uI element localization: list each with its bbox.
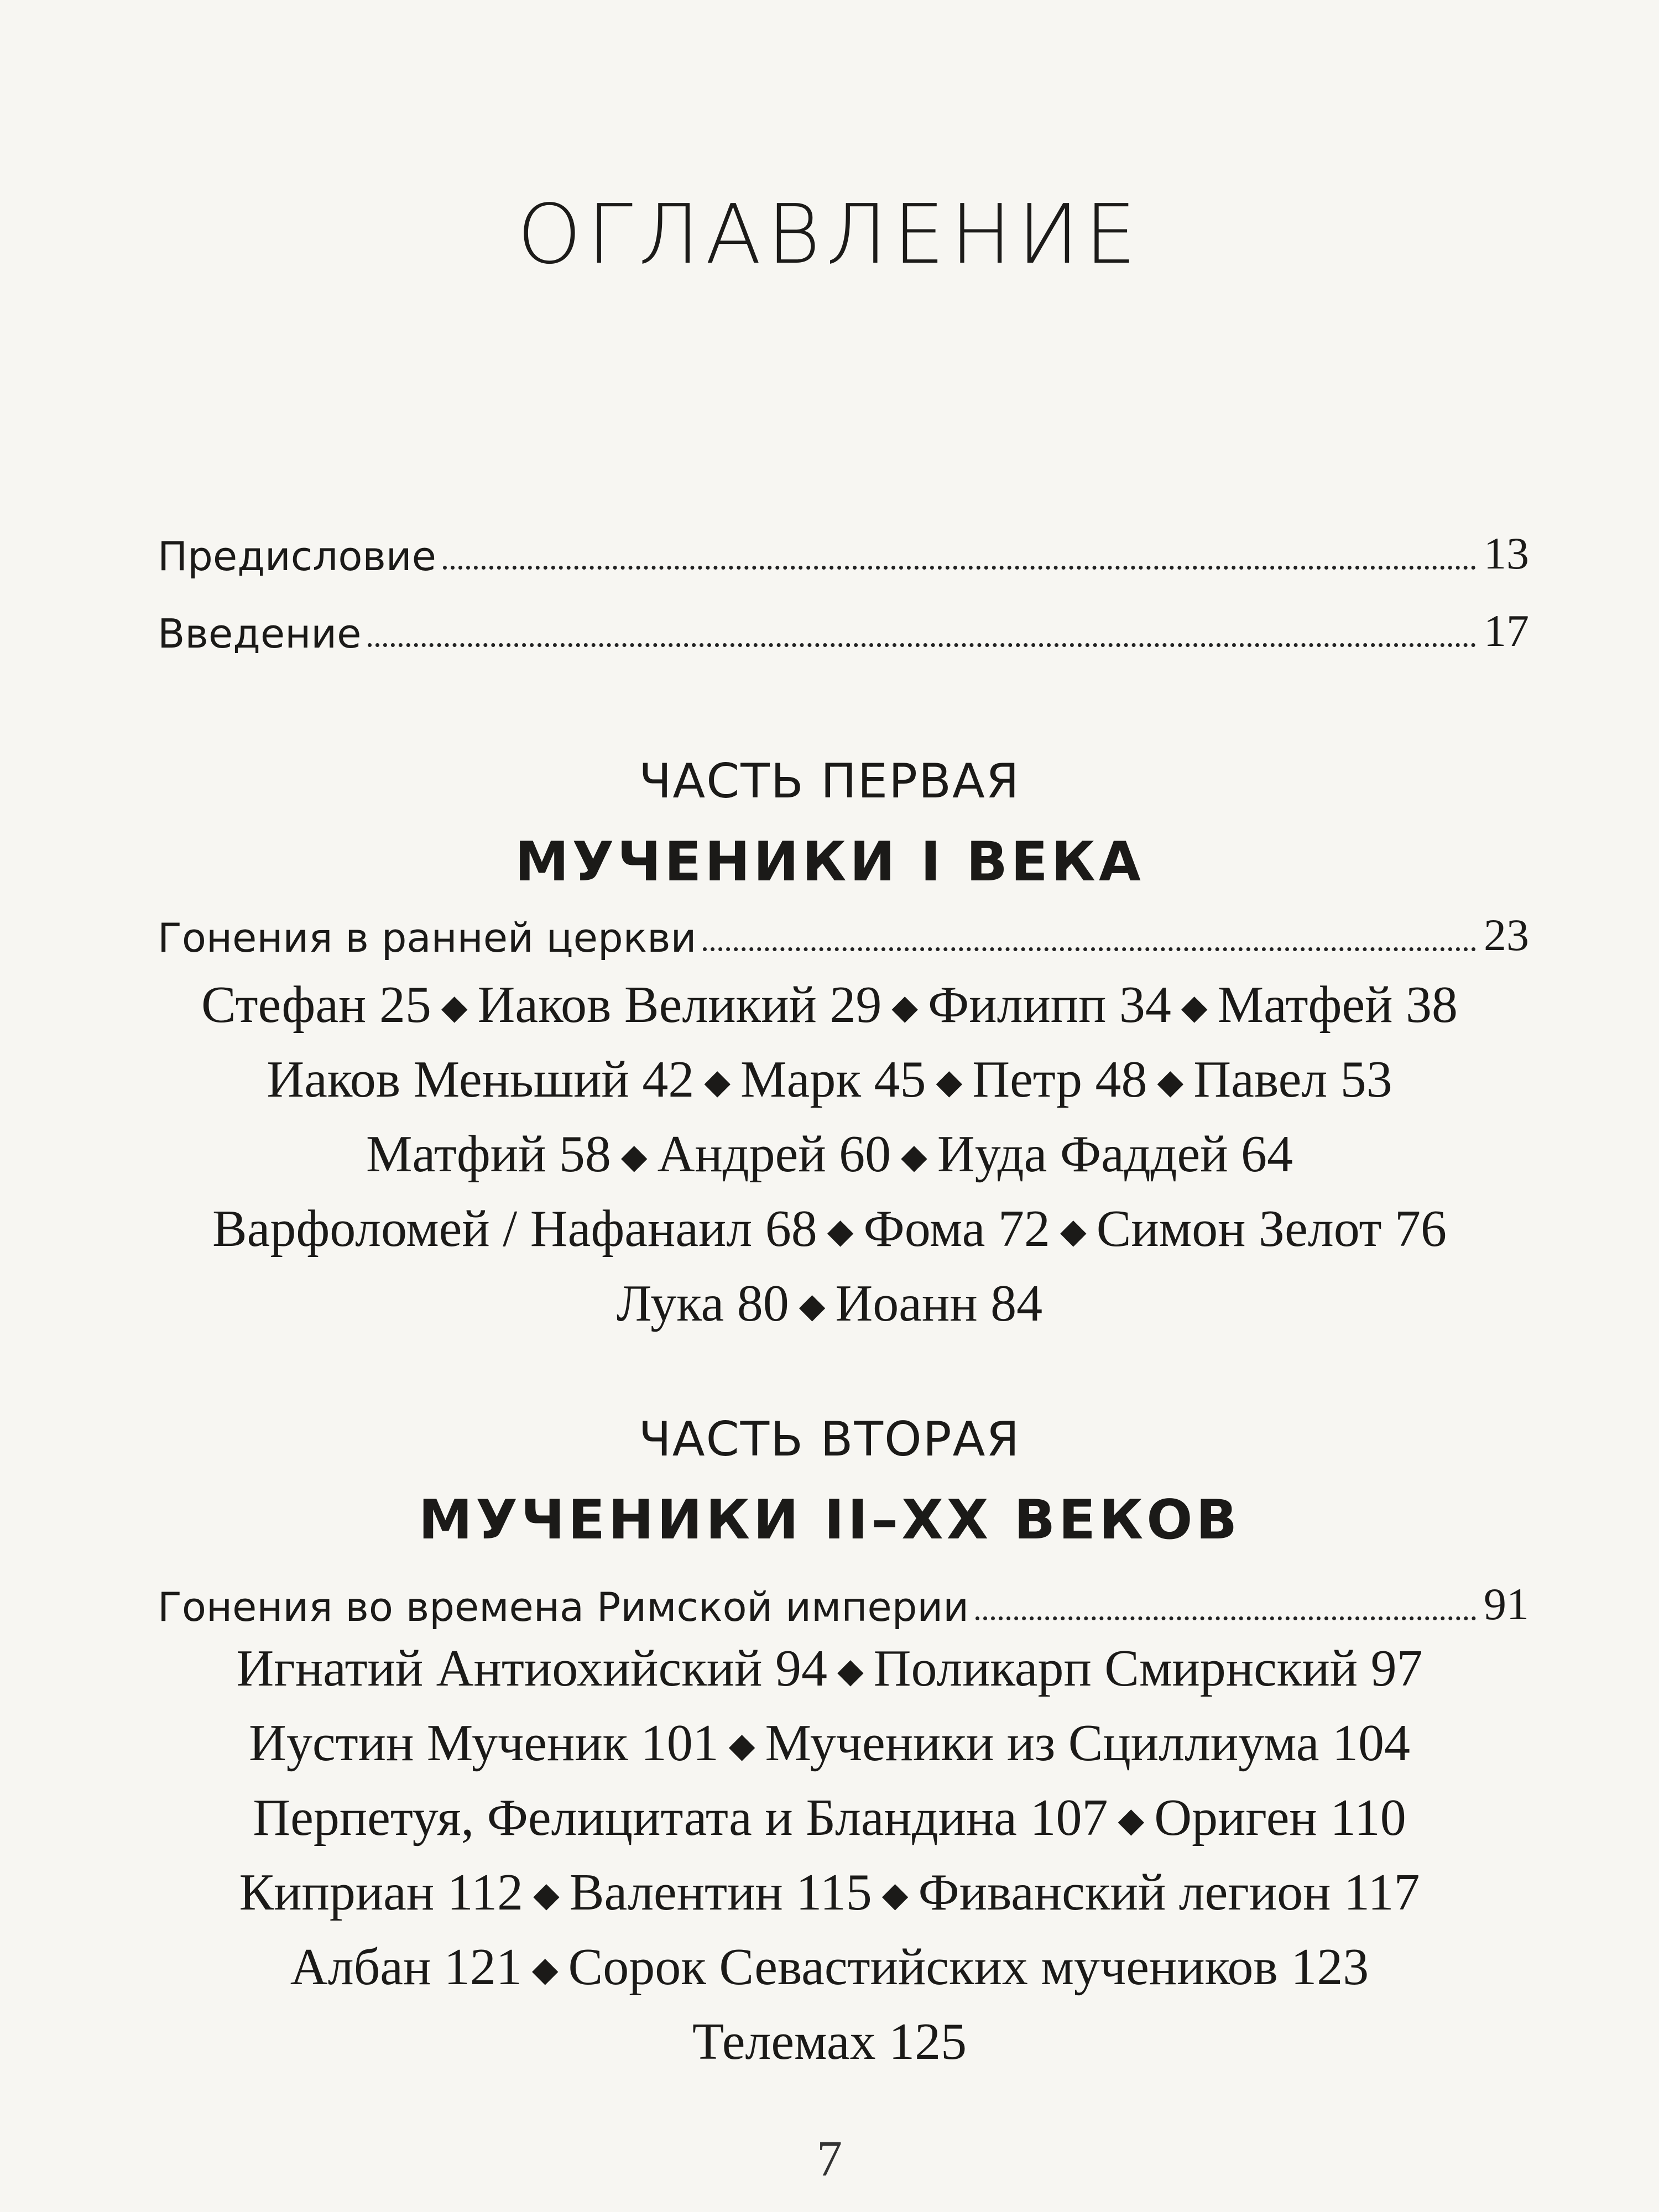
diamond-separator-icon: ◆ — [901, 1138, 927, 1176]
toc-martyr-entry[interactable]: Иаков Великий 29 — [477, 976, 882, 1034]
toc-names-line — [0, 1714, 1659, 1772]
toc-martyr-entry[interactable]: Албан 121 — [290, 1938, 522, 1996]
diamond-separator-icon: ◆ — [881, 1876, 909, 1914]
diamond-separator-icon: ◆ — [728, 1727, 755, 1765]
page-number: 7 — [817, 2130, 842, 2187]
toc-names-line — [0, 1640, 1659, 1697]
toc-names-line — [0, 1200, 1659, 1258]
toc-martyr-entry[interactable]: Иустин Мученик 101 — [248, 1714, 719, 1772]
part-two-title: МУЧЕНИКИ II–XX ВЕКОВ — [418, 1489, 1241, 1552]
toc-martyr-entry[interactable]: Андрей 60 — [657, 1125, 891, 1183]
toc-names-line — [0, 1864, 1659, 1921]
toc-martyr-entry[interactable]: Перпетуя, Фелицитата и Бландина 107 — [253, 1789, 1108, 1846]
toc-names-line — [0, 1938, 1659, 1996]
part-one-title: МУЧЕНИКИ I ВЕКА — [515, 831, 1144, 894]
toc-section-label: Гонения во времена Римской империи — [158, 1584, 969, 1630]
dot-leader — [975, 1616, 1476, 1620]
part-one-label: ЧАСТЬ ПЕРВАЯ — [639, 754, 1020, 809]
toc-martyr-entry[interactable]: Фиванский легион 117 — [918, 1864, 1420, 1921]
toc-martyr-entry[interactable]: Киприан 112 — [239, 1864, 524, 1921]
dot-leader — [703, 947, 1476, 951]
part-two-label: ЧАСТЬ ВТОРАЯ — [638, 1412, 1021, 1467]
diamond-separator-icon: ◆ — [1181, 989, 1208, 1026]
toc-martyr-entry[interactable]: Телемах 125 — [692, 2013, 967, 2070]
toc-martyr-entry[interactable]: Филипп 34 — [928, 976, 1171, 1034]
toc-martyr-entry[interactable]: Сорок Севастийских мучеников 123 — [568, 1938, 1369, 1996]
toc-martyr-entry[interactable]: Матфей 38 — [1217, 976, 1458, 1034]
diamond-separator-icon: ◆ — [1157, 1063, 1184, 1101]
diamond-separator-icon: ◆ — [1060, 1213, 1087, 1250]
diamond-separator-icon: ◆ — [936, 1063, 963, 1101]
toc-martyr-entry[interactable]: Иоанн 84 — [835, 1275, 1043, 1332]
toc-entry-preface[interactable] — [158, 528, 1529, 580]
toc-names-line — [0, 1275, 1659, 1332]
toc-section-label: Гонения в ранней церкви — [158, 915, 697, 961]
toc-martyr-entry[interactable]: Иаков Меньший 42 — [267, 1051, 695, 1108]
toc-martyr-entry[interactable]: Павел 53 — [1193, 1051, 1392, 1108]
toc-martyr-entry[interactable]: Ориген 110 — [1154, 1789, 1406, 1846]
toc-section-part-one[interactable] — [158, 910, 1529, 961]
diamond-separator-icon: ◆ — [891, 989, 919, 1026]
toc-section-page: 23 — [1484, 910, 1529, 960]
diamond-separator-icon: ◆ — [533, 1876, 560, 1914]
toc-martyr-entry[interactable]: Стефан 25 — [201, 976, 431, 1034]
toc-entry-page: 17 — [1484, 606, 1529, 656]
toc-entry-introduction[interactable] — [158, 606, 1529, 657]
toc-martyr-entry[interactable]: Варфоломей / Нафанаил 68 — [212, 1200, 817, 1258]
diamond-separator-icon: ◆ — [441, 989, 468, 1026]
toc-martyr-entry[interactable]: Валентин 115 — [569, 1864, 872, 1921]
toc-entry-page: 13 — [1484, 528, 1529, 578]
diamond-separator-icon: ◆ — [837, 1652, 864, 1690]
toc-section-part-two[interactable] — [158, 1579, 1529, 1630]
toc-martyr-entry[interactable]: Игнатий Антиохийский 94 — [236, 1640, 827, 1697]
dot-leader — [443, 566, 1476, 570]
diamond-separator-icon: ◆ — [827, 1213, 854, 1250]
toc-names-line — [0, 1125, 1659, 1183]
toc-martyr-entry[interactable]: Иуда Фаддей 64 — [937, 1125, 1293, 1183]
diamond-separator-icon: ◆ — [620, 1138, 648, 1176]
toc-names-line — [0, 2013, 1659, 2070]
dot-leader — [368, 643, 1476, 647]
toc-martyr-entry[interactable]: Симон Зелот 76 — [1096, 1200, 1447, 1258]
diamond-separator-icon: ◆ — [1118, 1802, 1145, 1839]
toc-names-line — [0, 976, 1659, 1034]
toc-martyr-entry[interactable]: Матфий 58 — [366, 1125, 611, 1183]
toc-martyr-entry[interactable]: Поликарп Смирнский 97 — [873, 1640, 1423, 1697]
toc-martyr-entry[interactable]: Мученики из Сциллиума 104 — [765, 1714, 1410, 1772]
toc-names-line — [0, 1051, 1659, 1108]
diamond-separator-icon: ◆ — [704, 1063, 731, 1101]
page-title: ОГЛАВЛЕНИЕ — [517, 187, 1142, 282]
toc-entry-label: Предисловие — [158, 533, 436, 580]
toc-martyr-entry[interactable]: Фома 72 — [863, 1200, 1050, 1258]
toc-martyr-entry[interactable]: Лука 80 — [616, 1275, 789, 1332]
toc-names-line — [0, 1789, 1659, 1846]
diamond-separator-icon: ◆ — [799, 1287, 826, 1325]
diamond-separator-icon: ◆ — [531, 1951, 559, 1989]
toc-section-page: 91 — [1484, 1579, 1529, 1629]
toc-entry-label: Введение — [158, 611, 362, 657]
toc-martyr-entry[interactable]: Петр 48 — [972, 1051, 1147, 1108]
toc-martyr-entry[interactable]: Марк 45 — [740, 1051, 926, 1108]
